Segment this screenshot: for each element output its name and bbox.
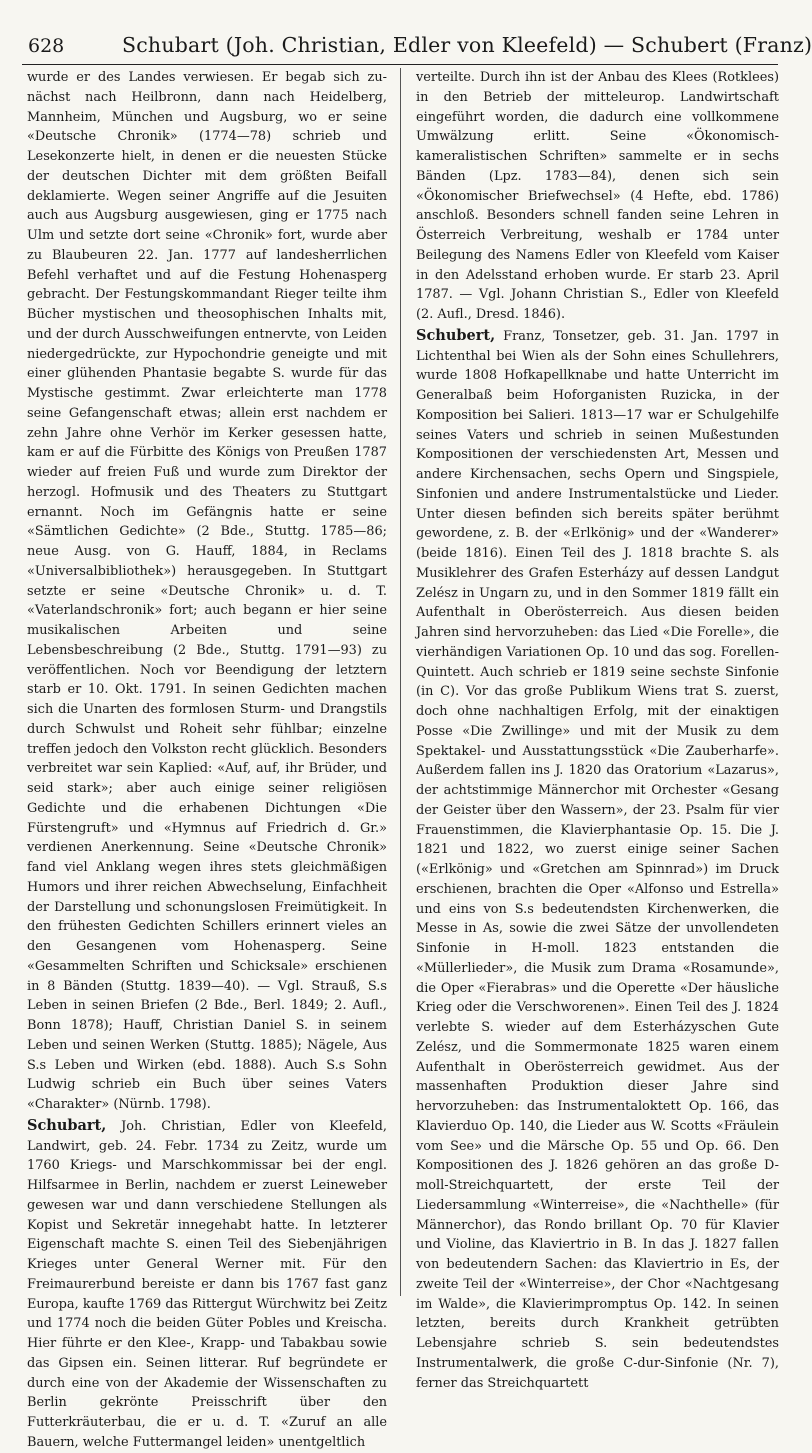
column-divider	[400, 68, 401, 1296]
entry-schubart-joh-christian	[27, 1116, 387, 1453]
entry-headword: Schubart,	[27, 1116, 107, 1134]
left-column	[27, 68, 387, 1450]
page-header	[22, 30, 812, 65]
entry-schubart-joh-christian-continuation	[416, 68, 779, 325]
running-head: Schubart (Joh. Christian, Edler von Kleefeld) — Schubert (Franz)	[122, 33, 812, 57]
entry-text: Joh. Christian, Edler von Kleefeld, Landwirt, geb. 24. Febr. 1734 zu Zeitz, wurde um 1760 Kriegs- und Marschkommissar bei der engl. Hilfsarmee in Berlin, nachdem er zuerst Leineweber gewesen war und dann verschiedene Stellungen als Kopist und Sekretär innegehabt hatte. In letzterer Eigenschaft machte S. einen Teil des Siebenjährigen Krieges unter General Werner mit. Für den Freimaurerbund bereiste er dann bis 1767 fast ganz Europa, kaufte 1769 das Rittergut Würchwitz bei Zeitz und 1774 noch die beiden Güter Pobles und Kreischa. Hier führte er den Klee-, Krapp- und Tabakbau sowie das Gipsen ein. Seinen litterar. Ruf begründete er durch eine von der Akademie der Wissenschaften zu Berlin gekrönte Preisschrift über den Futterkräuterbau, die er u. d. T. «Zuruf an alle Bauern, welche Futtermangel leiden» unentgeltlich	[27, 1118, 387, 1450]
entry-schubart-continuation	[27, 68, 387, 1115]
entry-schubert-franz	[416, 326, 779, 1394]
page-number: 628	[28, 35, 65, 57]
entry-text: Franz, Tonsetzer, geb. 31. Jan. 1797 in Lichtenthal bei Wien als der Sohn eines Schullehrers, wurde 1808 Hofkapellknabe und hatte Unterricht im Generalbaß beim Hoforganisten Ruzicka, in der Komposition bei Salieri. 1813—17 war er Schulgehilfe seines Vaters und schrieb in seinen Mußestunden Kompositionen der verschiedensten Art, Messen und andere Kirchensachen, sechs Opern und Singspiele, Sinfonien und andere Instrumentalstücke und Lieder. Unter diesen befinden sich bereits später berühmt gewordene, z. B. der «Erlkönig» und der «Wanderer» (beide 1816). Einen Teil des J. 1818 brachte S. als Musiklehrer des Grafen Esterházy auf dessen Landgut Zelész in Ungarn zu, und in den Sommer 1819 fällt ein Aufenthalt in Oberösterreich. Aus diesen beiden Jahren sind hervorzuheben: das Lied «Die Forelle», die vierhändigen Variationen Op. 10 und das sog. Forellen-Quintett. Auch schrieb er 1819 seine sechste Sinfonie (in C). Vor das große Publikum Wiens trat S. zuerst, doch ohne nachhaltigen Erfolg, mit der einaktigen Posse «Die Zwillinge» und mit der Musik zu dem Spektakel- und Ausstattungsstück «Die Zauberharfe». Außerdem fallen ins J. 1820 das Oratorium «Lazarus», der achtstimmige Männerchor mit Orchester «Gesang der Geister über den Wassern», der 23. Psalm für vier Frauenstimmen, die Klavierphantasie Op. 15. Die J. 1821 und 1822, wo zuerst einige seiner Sachen («Erlkönig» und «Gretchen am Spinnrad») im Druck erschienen, brachten die Oper «Alfonso und Estrella» und eins von S.s bedeutendsten Kirchenwerken, die Messe in As, sowie die zwei Sätze der unvollendeten Sinfonie in H-moll. 1823 entstanden die «Müllerlieder», die Musik zum Drama «Rosamunde», die Oper «Fierabras» und die Operette «Der häusliche Krieg oder die Verschworenen». Einen Teil des J. 1824 verlebte S. wieder auf dem Esterházyschen Gute Zelész, und die Sommermonate 1825 waren einem Aufenthalt in Oberösterreich gewidmet. Aus der massenhaften Produktion dieser Jahre sind hervorzuheben: das Instrumentaloktett Op. 166, das Klavierduo Op. 140, die Lieder aus W. Scotts «Fräulein vom See» und die Märsche Op. 55 und Op. 66. Den Kompositionen des J. 1826 gehören an das große D-moll-Streichquartett, der erste Teil der Liedersammlung «Winterreise», die «Nachthelle» (für Männerchor), das Rondo brillant Op. 70 für Klavier und Violine, das Klaviertrio in B. In das J. 1827 fallen von bedeutendern Sachen: das Klaviertrio in Es, der zweite Teil der «Winterreise», der Chor «Nachtgesang im Walde», die Klavierimpromptus Op. 142. In seinen letzten, bereits durch Krankheit getrübten Lebensjahre schrieb S. sein bedeutendstes Instrumentalwerk, die große C-dur-Sinfonie (Nr. 7), ferner das Streichquartett	[416, 328, 779, 1391]
right-column	[416, 68, 779, 1391]
entry-text: wurde er des Landes verwiesen. Er begab sich zu-nächst nach Heilbronn, dann nach Heidelberg, Mannheim, München und Augsburg, wo er seine «Deutsche Chronik» (1774—78) schrieb und Lesekonzerte hielt, in denen er die neuesten Stücke der deutschen Dichter mit dem größten Beifall deklamierte. Wegen seiner Angriffe auf die Jesuiten auch aus Augsburg ausgewiesen, ging er 1775 nach Ulm und setzte dort seine «Chronik» fort, wurde aber zu Blaubeuren 22. Jan. 1777 auf landesherrlichen Befehl verhaftet und auf die Festung Hohenasperg gebracht. Der Festungskommandant Rieger teilte ihm Bücher mystischen und theosophischen Inhalts mit, und der durch Ausschweifungen entnervte, von Leiden niedergedrückte, zur Hypochondrie geneigte und mit einer glühenden Phantasie begabte S. wurde für das Mystische gestimmt. Zwar erleichterte man 1778 seine Gefangenschaft etwas; allein erst nachdem er zehn Jahre ohne Verhör im Kerker gesessen hatte, kam er auf die Fürbitte des Königs von Preußen 1787 wieder auf freien Fuß und wurde zum Direktor der herzogl. Hofmusik und des Theaters zu Stuttgart ernannt. Noch im Gefängnis hatte er seine «Sämtlichen Gedichte» (2 Bde., Stuttg. 1785—86; neue Ausg. von G. Hauff, 1884, in Reclams «Universalbibliothek») herausgegeben. In Stuttgart setzte er seine «Deutsche Chronik» u. d. T. «Vaterlandschronik» fort; auch begann er hier seine musikalischen Arbeiten und seine Lebensbeschreibung (2 Bde., Stuttg. 1791—93) zu veröffentlichen. Noch vor Beendigung der letztern starb er 10. Okt. 1791. In seinen Gedichten machen sich die Unarten des formlosen Sturm- und Drangstils durch Schwulst und Roheit sehr fühlbar; einzelne treffen jedoch den Volkston recht glücklich. Besonders verbreitet war sein Kaplied: «Auf, auf, ihr Brüder, und seid stark»; aber auch einige seiner religiösen Gedichte und die erhabenen Dichtungen «Die Fürstengruft» und «Hymnus auf Friedrich d. Gr.» verdienen Anerkennung. Seine «Deutsche Chronik» fand viel Anklang wegen ihres stets gleichmäßigen Humors und ihrer reichen Abwechselung, Einfachheit der Darstellung und schonungslosen Freimütigkeit. In den frühesten Gedichten Schillers erinnert vieles an den Gesangenen vom Hohenasperg. Seine «Gesammelten Schriften und Schicksale» erschienen in 8 Bänden (Stuttg. 1839—40). — Vgl. Strauß, S.s Leben in seinen Briefen (2 Bde., Berl. 1849; 2. Aufl., Bonn 1878); Hauff, Christian Daniel S. in seinem Leben und seinen Werken (Stuttg. 1885); Nägele, Aus S.s Leben und Wirken (ebd. 1888). Auch S.s Sohn Ludwig schrieb ein Buch über seines Vaters «Charakter» (Nürnb. 1798).	[27, 70, 387, 1112]
entry-text: verteilte. Durch ihn ist der Anbau des Klees (Rotklees) in den Betrieb der mitteleurop. Landwirtschaft eingeführt worden, die dadurch eine vollkommene Umwälzung erlitt. Seine «Ökonomisch-kameralistischen Schriften» sammelte er in sechs Bänden (Lpz. 1783—84), denen sich sein «Ökonomischer Briefwechsel» (4 Hefte, ebd. 1786) anschloß. Besonders schnell fanden seine Lehren in Österreich Verbreitung, weshalb er 1784 unter Beilegung des Namens Edler von Kleefeld vom Kaiser in den Adelsstand erhoben wurde. Er starb 23. April 1787. — Vgl. Johann Christian S., Edler von Kleefeld (2. Aufl., Dresd. 1846).	[416, 70, 779, 322]
entry-headword: Schubert,	[416, 326, 496, 344]
